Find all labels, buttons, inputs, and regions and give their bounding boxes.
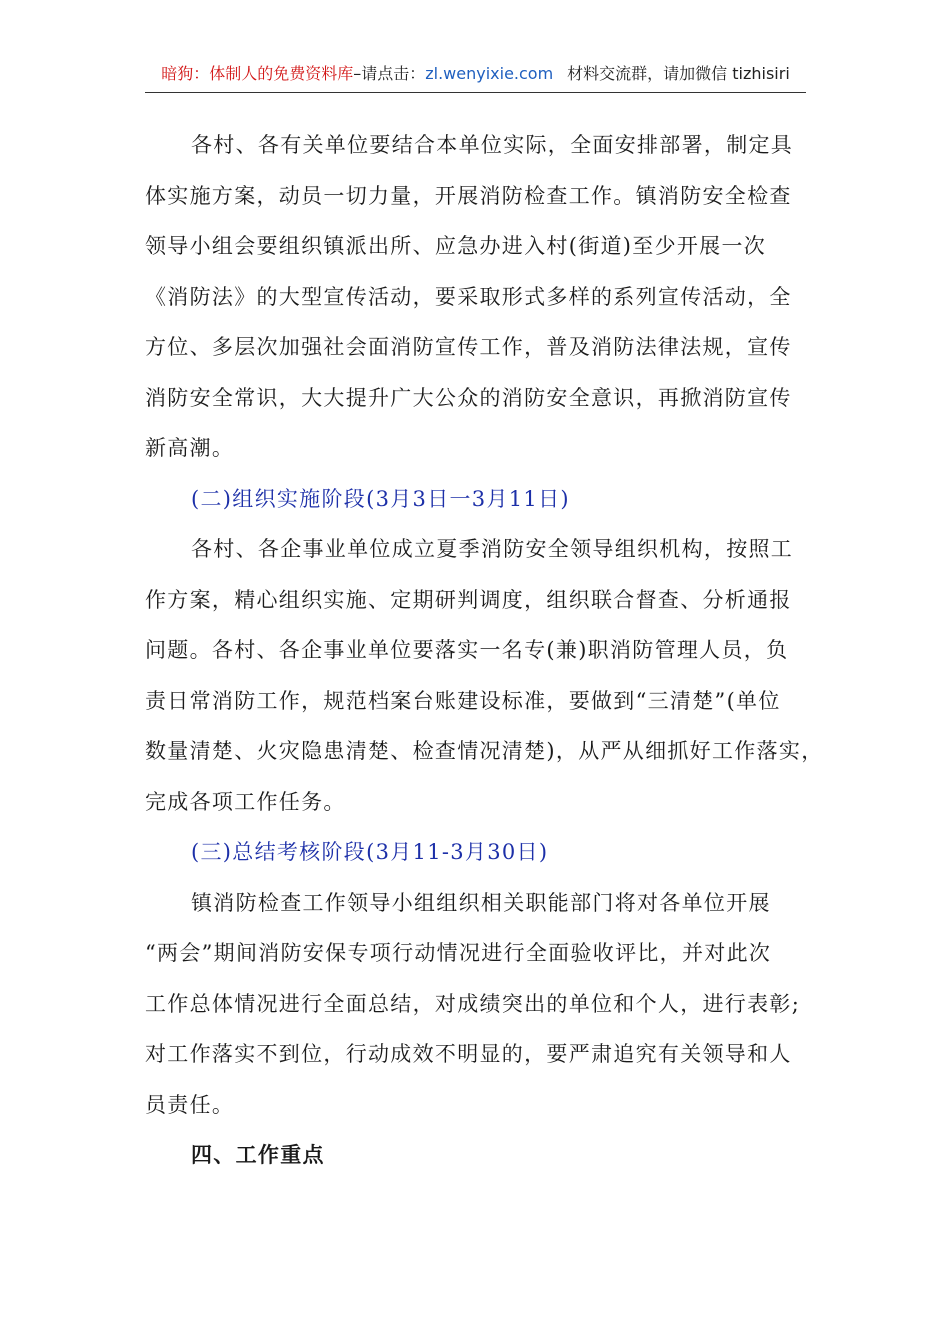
text-line: 《消防法》的大型宣传活动，要采取形式多样的系列宣传活动，全 bbox=[145, 284, 792, 309]
heading-text: 四、工作重点 bbox=[191, 1142, 325, 1167]
text-line: 数量清楚、火灾隐患清楚、检查情况清楚)，从严从细抓好工作落实， bbox=[145, 739, 824, 763]
page-header bbox=[145, 62, 806, 93]
heading-text: (三)总结考核阶段(3月11-3月30日) bbox=[191, 840, 549, 864]
document-body bbox=[145, 120, 825, 1181]
text-line: 员责任。 bbox=[145, 1092, 235, 1117]
text-line: “两会”期间消防安保专项行动情况进行全面验收评比，并对此次 bbox=[145, 941, 772, 965]
text-line: 各村、各企事业单位成立夏季消防安全领导组织机构，按照工 bbox=[191, 537, 794, 561]
text-line: 作方案，精心组织实施、定期研判调度，组织联合督查、分析通报 bbox=[145, 587, 792, 612]
text-line: 体实施方案，动员一切力量，开展消防检查工作。镇消防安全检查 bbox=[145, 183, 792, 208]
paragraph-1 bbox=[145, 120, 825, 474]
header-group-info: 材料交流群，请加微信 tizhisiri bbox=[567, 64, 790, 83]
text-line: 工作总体情况进行全面总结，对成绩突出的单位和个人，进行表彰; bbox=[145, 991, 801, 1016]
heading-text: (二)组织实施阶段(3月3日一3月11日) bbox=[191, 486, 570, 511]
text-line: 镇消防检查工作领导小组组织相关职能部门将对各单位开展 bbox=[191, 890, 771, 915]
text-line: 对工作落实不到位，行动成效不明显的，要严肃追究有关领导和人 bbox=[145, 1042, 792, 1066]
section-heading-4 bbox=[145, 1130, 825, 1181]
header-site-name: 暗狗：体制人的免费资料库 bbox=[161, 64, 354, 83]
text-line: 领导小组会要组织镇派出所、应急办进入村(街道)至少开展一次 bbox=[145, 234, 767, 258]
text-line: 消防安全常识，大大提升广大公众的消防安全意识，再掀消防宣传 bbox=[145, 385, 792, 410]
section-heading-2 bbox=[145, 474, 825, 525]
text-line: 新高潮。 bbox=[145, 436, 235, 460]
header-click-prompt: –请点击： bbox=[353, 64, 426, 83]
paragraph-2 bbox=[145, 524, 825, 827]
paragraph-3 bbox=[145, 878, 825, 1131]
text-line: 责日常消防工作，规范档案台账建设标准，要做到“三清楚”(单位 bbox=[145, 688, 781, 713]
text-line: 问题。各村、各企事业单位要落实一名专(兼)职消防管理人员，负 bbox=[145, 638, 789, 662]
text-line: 方位、多层次加强社会面消防宣传工作，普及消防法律法规，宣传 bbox=[145, 335, 792, 359]
section-heading-3 bbox=[145, 827, 825, 878]
text-line: 各村、各有关单位要结合本单位实际，全面安排部署，制定具 bbox=[191, 133, 794, 157]
text-line: 完成各项工作任务。 bbox=[145, 789, 346, 814]
header-url-link[interactable]: zl.wenyixie.com bbox=[425, 64, 554, 83]
